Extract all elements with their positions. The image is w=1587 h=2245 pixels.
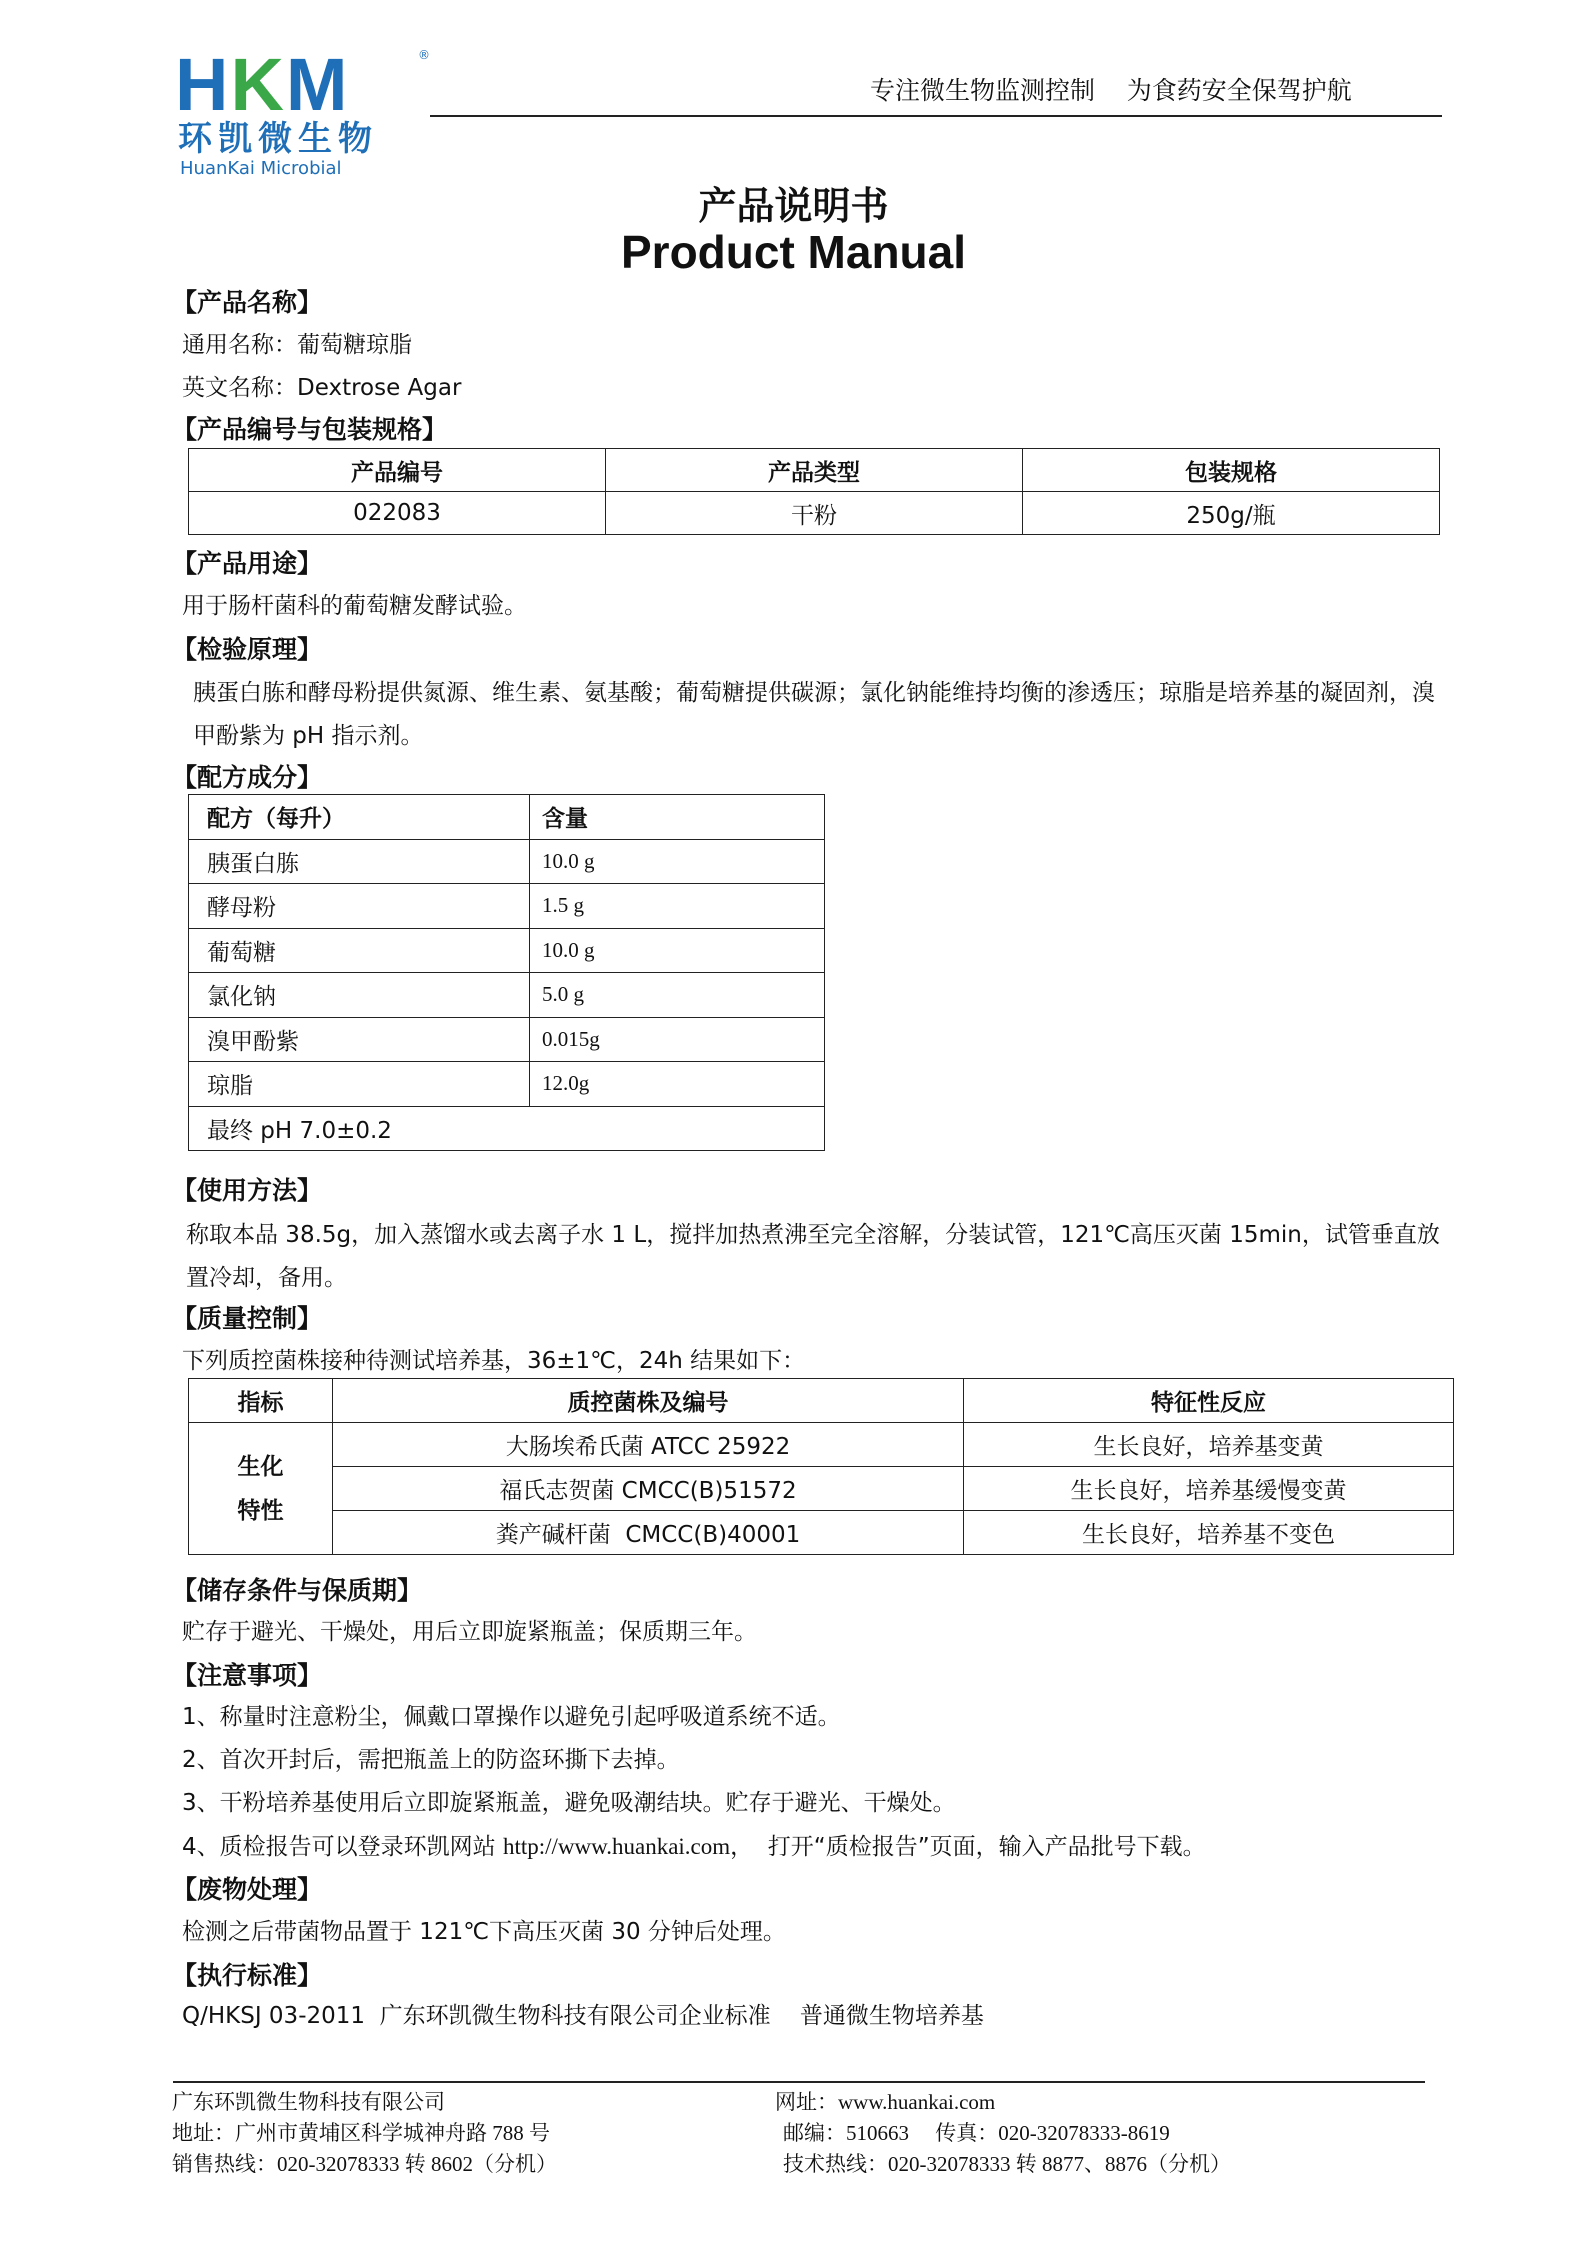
logo-mark — [175, 43, 350, 126]
standard-text: Q/HKSJ 03-2011 广东环凯微生物科技有限公司企业标准 普通微生物培养基 — [182, 2003, 984, 2029]
common-name: 通用名称：葡萄糖琼脂 — [182, 332, 412, 358]
qc-strain: 福氏志贺菌 CMCC(B)51572 — [333, 1467, 964, 1511]
footer-postal-fax: 邮编：510663 传真：020-32078333-8619 — [783, 2121, 1170, 2145]
formula-amount: 10.0 g — [530, 839, 825, 884]
qc-indicator — [189, 1423, 333, 1555]
note-item-4 — [182, 1835, 1206, 1859]
header-slogan: 专注微生物监测控制 为食药安全保驾护航 — [870, 76, 1352, 105]
formula-ingredient: 葡萄糖 — [189, 928, 530, 973]
qc-row — [189, 1423, 1454, 1467]
spec-table — [188, 448, 1440, 535]
formula-ingredient: 氯化钠 — [189, 973, 530, 1018]
qc-header-cell: 质控菌株及编号 — [333, 1379, 964, 1423]
formula-row — [189, 973, 825, 1018]
section-heading-spec: 【产品编号与包装规格】 — [172, 415, 448, 444]
qc-intro: 下列质控菌株接种待测试培养基，36±1℃，24h 结果如下： — [182, 1348, 806, 1374]
spec-header-row — [189, 449, 1440, 492]
spec-header-cell: 产品编号 — [189, 449, 606, 492]
section-heading-formula: 【配方成分】 — [172, 763, 323, 792]
spec-cell: 干粉 — [606, 492, 1023, 535]
english-name: 英文名称：Dextrose Agar — [182, 375, 462, 401]
qc-row — [189, 1467, 1454, 1511]
formula-row — [189, 928, 825, 973]
disposal-text: 检测之后带菌物品置于 121℃下高压灭菌 30 分钟后处理。 — [182, 1919, 786, 1945]
qc-indicator-line: 生化 — [237, 1453, 284, 1480]
logo-letter-k: K — [230, 43, 286, 126]
section-heading-disposal: 【废物处理】 — [172, 1875, 323, 1904]
spec-cell: 250g/瓶 — [1023, 492, 1440, 535]
header-divider — [430, 115, 1442, 117]
formula-amount: 1.5 g — [530, 884, 825, 929]
section-heading-qc: 【质量控制】 — [172, 1304, 323, 1333]
spec-cell: 022083 — [189, 492, 606, 535]
spec-header-cell: 包装规格 — [1023, 449, 1440, 492]
section-heading-storage: 【储存条件与保质期】 — [172, 1576, 423, 1605]
section-heading-usage: 【产品用途】 — [172, 549, 323, 578]
formula-ph-row — [189, 1106, 825, 1151]
formula-ingredient: 酵母粉 — [189, 884, 530, 929]
qc-reaction: 生长良好，培养基变黄 — [964, 1423, 1454, 1467]
formula-ingredient: 溴甲酚紫 — [189, 1017, 530, 1062]
formula-row — [189, 1062, 825, 1107]
section-heading-method: 【使用方法】 — [172, 1176, 323, 1205]
qc-header-cell: 特征性反应 — [964, 1379, 1454, 1423]
footer-sales-hotline: 销售热线：020-32078333 转 8602（分机） — [172, 2152, 557, 2176]
note-item-4-prefix: 4、质检报告可以登录环凯网站 — [182, 1834, 503, 1860]
formula-header-cell: 含量 — [530, 795, 825, 840]
qc-header-row — [189, 1379, 1454, 1423]
formula-row — [189, 1017, 825, 1062]
note-item: 3、干粉培养基使用后立即旋紧瓶盖，避免吸潮结块。贮存于避光、干燥处。 — [182, 1790, 956, 1816]
formula-amount: 12.0g — [530, 1062, 825, 1107]
doc-title-en: Product Manual — [620, 226, 967, 278]
formula-ingredient: 胰蛋白胨 — [189, 839, 530, 884]
spec-header-cell: 产品类型 — [606, 449, 1023, 492]
footer-address: 地址：广州市黄埔区科学城神舟路 788 号 — [172, 2121, 550, 2145]
section-heading-product-name: 【产品名称】 — [172, 288, 323, 317]
logo-chinese-name: 环凯微生物 — [178, 119, 378, 159]
usage-text: 用于肠杆菌科的葡萄糖发酵试验。 — [182, 593, 527, 619]
formula-table — [188, 794, 825, 1151]
section-heading-notes: 【注意事项】 — [172, 1661, 323, 1690]
formula-row — [189, 839, 825, 884]
formula-header-row — [189, 795, 825, 840]
spec-data-row — [189, 492, 1440, 535]
qc-strain: 粪产碱杆菌 CMCC(B)40001 — [333, 1511, 964, 1555]
formula-amount: 0.015g — [530, 1017, 825, 1062]
logo-letter-m: M — [285, 43, 350, 126]
formula-amount: 10.0 g — [530, 928, 825, 973]
note-item: 2、首次开封后，需把瓶盖上的防盗环撕下去掉。 — [182, 1747, 680, 1773]
section-heading-standard: 【执行标准】 — [172, 1961, 323, 1990]
qc-indicator-line: 特性 — [237, 1497, 284, 1524]
section-heading-principle: 【检验原理】 — [172, 635, 323, 664]
qc-table — [188, 1378, 1454, 1555]
footer-website[interactable]: 网址：www.huankai.com — [775, 2090, 996, 2114]
formula-ingredient: 琼脂 — [189, 1062, 530, 1107]
principle-text: 胰蛋白胨和酵母粉提供氮源、维生素、氨基酸；葡萄糖提供碳源；氯化钠能维持均衡的渗透压；琼脂是培养基的凝固剂，溴甲酚紫为 pH 指示剂。 — [193, 680, 1435, 749]
logo-english-name: HuanKai Microbial — [180, 158, 342, 179]
formula-row — [189, 884, 825, 929]
storage-text: 贮存于避光、干燥处，用后立即旋紧瓶盖；保质期三年。 — [182, 1619, 757, 1645]
footer-tech-hotline: 技术热线：020-32078333 转 8877、8876（分机） — [783, 2152, 1231, 2176]
note-item: 1、称量时注意粉尘，佩戴口罩操作以避免引起呼吸道系统不适。 — [182, 1704, 841, 1730]
method-text: 称取本品 38.5g，加入蒸馏水或去离子水 1 L，搅拌加热煮沸至完全溶解，分装试管，121℃高压灭菌 15min，试管垂直放置冷却，备用。 — [186, 1222, 1440, 1291]
logo-registered-mark: ® — [418, 48, 430, 62]
qc-report-link[interactable]: http://www.huankai.com — [502, 1834, 731, 1859]
logo-letter-h: H — [175, 43, 231, 126]
note-item-4-suffix: ， 打开“质检报告”页面，输入产品批号下载。 — [730, 1834, 1206, 1860]
qc-row — [189, 1511, 1454, 1555]
formula-final-ph: 最终 pH 7.0±0.2 — [189, 1106, 825, 1151]
qc-header-cell: 指标 — [189, 1379, 333, 1423]
footer-divider — [173, 2081, 1425, 2083]
qc-reaction: 生长良好，培养基不变色 — [964, 1511, 1454, 1555]
formula-amount: 5.0 g — [530, 973, 825, 1018]
qc-strain: 大肠埃希氏菌 ATCC 25922 — [333, 1423, 964, 1467]
qc-reaction: 生长良好，培养基缓慢变黄 — [964, 1467, 1454, 1511]
doc-title-cn: 产品说明书 — [698, 184, 889, 228]
footer-company: 广东环凯微生物科技有限公司 — [172, 2090, 445, 2114]
formula-header-cell: 配方（每升） — [189, 795, 530, 840]
